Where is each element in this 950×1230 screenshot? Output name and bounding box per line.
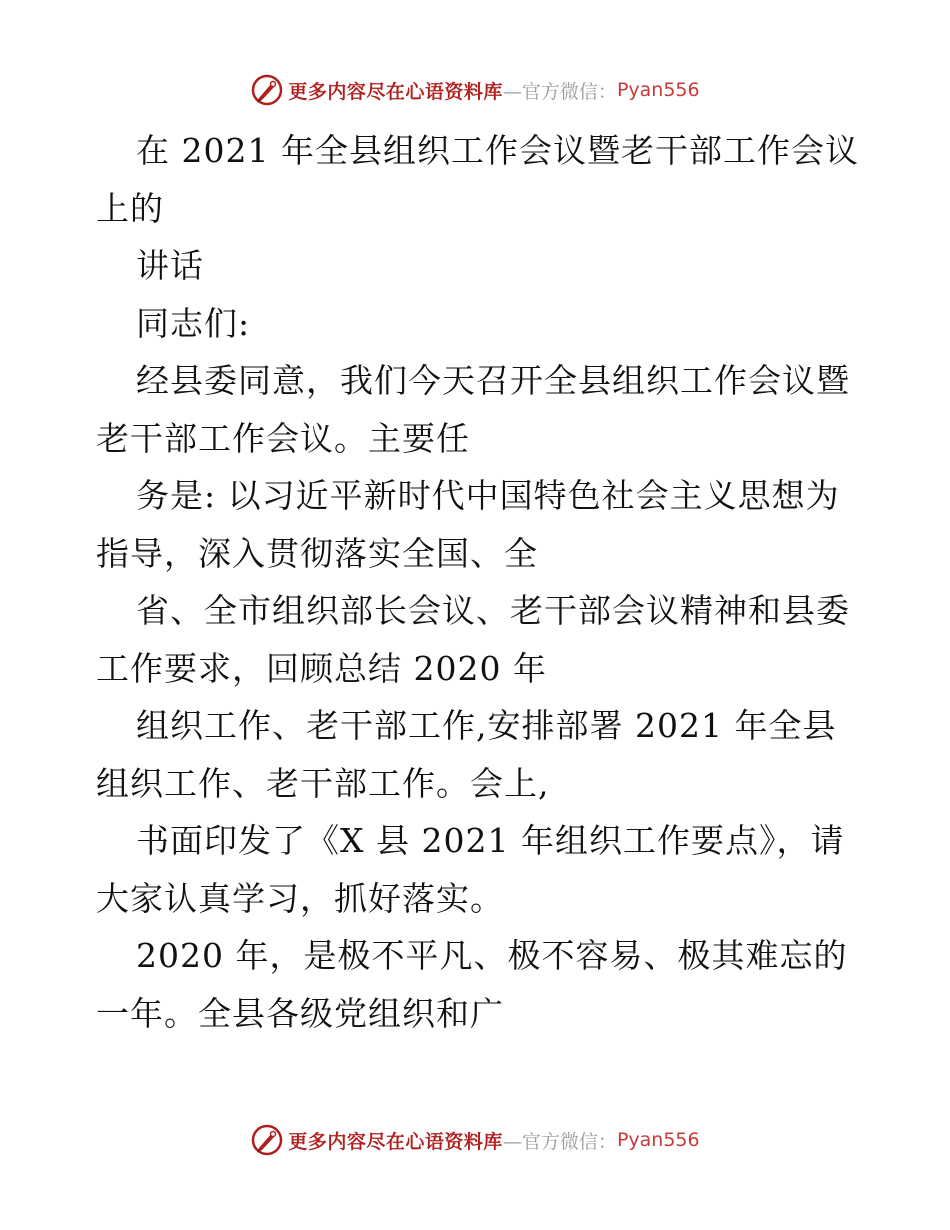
text-line: 2020 年，是极不平凡、极不容易、极其难忘的 [136,936,848,975]
text-line: 省、全市组织部长会议、老干部会议精神和县委 [136,591,850,630]
watermark-title: 更多内容尽在心语资料库 [288,1130,503,1153]
text-line: 务是: 以习近平新时代中国特色社会主义思想为 [136,476,840,515]
text-line: 同志们: [136,303,251,343]
watermark-title: 更多内容尽在心语资料库 [288,80,503,103]
text-line: 大家认真学习，抓好落实。 [96,878,504,918]
text-line: 经县委同意，我们今天召开全县组织工作会议暨 [136,361,850,400]
text-line: 上的 [96,188,164,228]
text-line: 工作要求，回顾总结 2020 年 [96,648,547,688]
pen-logo-icon [250,73,284,107]
text-line: 老干部工作会议。主要任 [96,418,470,458]
watermark-wechat-id: Pyan556 [616,1129,700,1151]
watermark-dash: —官方微信： [502,1130,617,1153]
header-watermark [0,70,950,110]
text-line: 组织工作、老干部工作,安排部署 2021 年全县 [136,706,837,745]
text-line: 书面印发了《X 县 2021 年组织工作要点》，请 [136,821,845,860]
document-body [96,122,859,1042]
watermark-wechat-id: Pyan556 [616,79,700,101]
watermark-dash: —官方微信： [502,80,617,103]
text-line: 讲话 [136,246,204,285]
text-line: 在 2021 年全县组织工作会议暨老干部工作会议 [136,131,859,170]
text-line: 组织工作、老干部工作。会上, [96,763,550,803]
text-line: 一年。全县各级党组织和广 [96,993,504,1033]
pen-logo-icon [250,1123,284,1157]
text-line: 指导，深入贯彻落实全国、全 [96,533,538,573]
footer-watermark [0,1120,950,1160]
